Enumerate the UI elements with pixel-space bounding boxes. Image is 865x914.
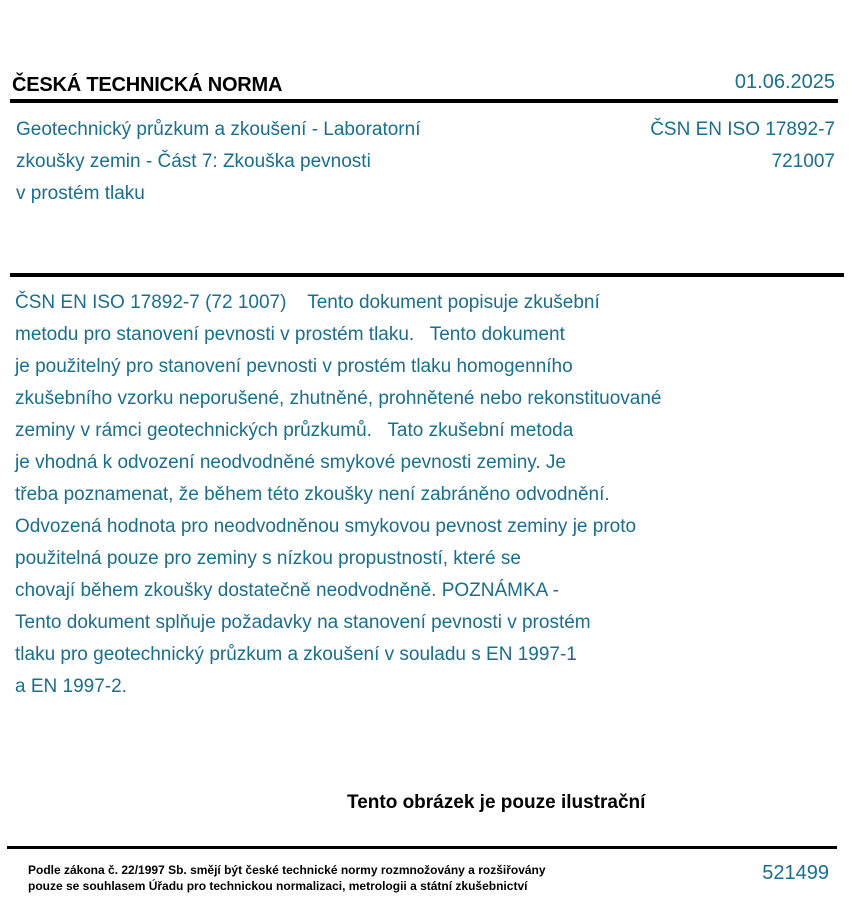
- legal-notice-line: pouze se souhlasem Úřadu pro technickou normalizaci, metrologii a státní zkušebnictví: [28, 879, 528, 893]
- document-title-line: v prostém tlaku: [16, 183, 145, 204]
- document-title-line: zkoušky zemin - Část 7: Zkouška pevnosti: [16, 151, 371, 172]
- classification-code: 721007: [771, 151, 835, 172]
- publication-date: 01.06.2025: [734, 71, 835, 93]
- section-divider: [10, 273, 844, 277]
- abstract-line: třeba poznamenat, že během této zkoušky není zabráněno odvodnění.: [15, 484, 610, 505]
- standard-header-title: ČESKÁ TECHNICKÁ NORMA: [12, 74, 283, 96]
- abstract-line: zkušebního vzorku neporušené, zhutněné, prohnětené nebo rekonstituované: [15, 388, 662, 409]
- header-divider: [10, 99, 838, 103]
- abstract-line: použitelná pouze pro zeminy s nízkou propustností, které se: [15, 548, 521, 569]
- abstract-line: tlaku pro geotechnický průzkum a zkoušení v souladu s EN 1997-1: [15, 644, 577, 665]
- abstract-line: je použitelný pro stanovení pevnosti v prostém tlaku homogenního: [15, 356, 573, 377]
- document-abstract: [15, 287, 815, 703]
- abstract-line: ČSN EN ISO 17892-7 (72 1007) Tento dokument popisuje zkušební: [15, 292, 600, 313]
- illustration-disclaimer: Tento obrázek je pouze ilustrační: [347, 792, 646, 813]
- abstract-line: zeminy v rámci geotechnických průzkumů. Tato zkušební metoda: [15, 420, 574, 441]
- abstract-line: metodu pro stanovení pevnosti v prostém tlaku. Tento dokument: [15, 324, 565, 345]
- abstract-line: Tento dokument splňuje požadavky na stanovení pevnosti v prostém: [15, 612, 591, 633]
- abstract-line: Odvozená hodnota pro neodvodněnou smykovou pevnost zeminy je proto: [15, 516, 637, 537]
- abstract-line: chovají během zkoušky dostatečně neodvodněně. POZNÁMKA -: [15, 580, 559, 601]
- abstract-line: a EN 1997-2.: [15, 676, 127, 697]
- document-title-line: Geotechnický průzkum a zkoušení - Laboratorní: [16, 119, 421, 140]
- document-id: 521499: [762, 862, 829, 884]
- footer-divider: [7, 846, 837, 849]
- legal-notice: [28, 862, 546, 894]
- standard-code: ČSN EN ISO 17892-7: [650, 119, 835, 140]
- document-title: [16, 114, 536, 210]
- document-codes: [650, 114, 835, 178]
- abstract-line: je vhodná k odvození neodvodněné smykové pevnosti zeminy. Je: [15, 452, 566, 473]
- legal-notice-line: Podle zákona č. 22/1997 Sb. smějí být české technické normy rozmnožovány a rozšiřovány: [28, 863, 546, 877]
